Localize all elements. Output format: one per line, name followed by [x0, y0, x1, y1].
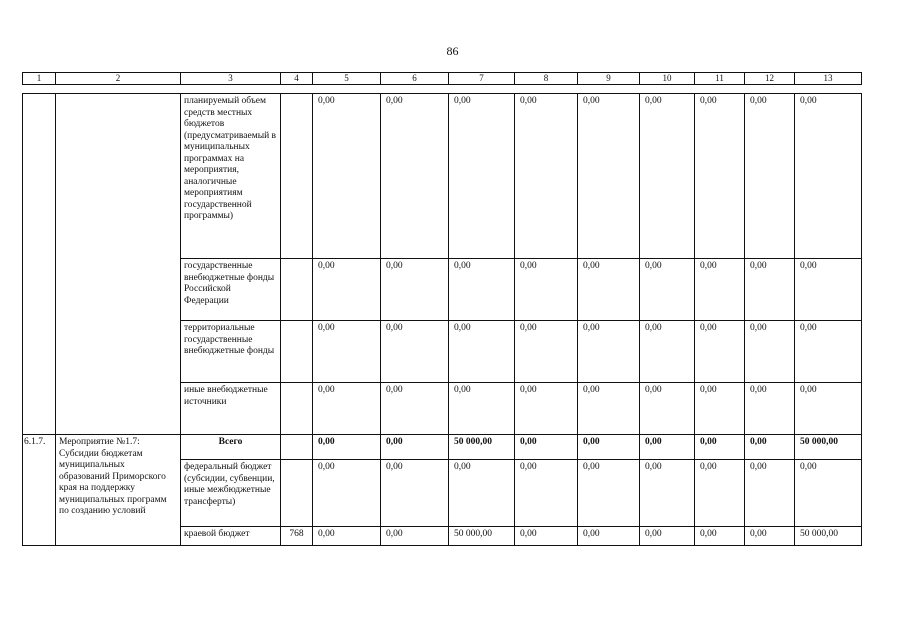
value-cell: 0,00 [795, 259, 862, 321]
empty-id-cell [23, 94, 56, 435]
column-number-header [22, 72, 862, 85]
funding-source: планируемый объем средств местных бюджетов (предусматриваемый в муниципальных программах на мероприятия, аналогичные мероприятиям государственной программы) [181, 94, 281, 259]
value-cell: 50 000,00 [449, 527, 515, 546]
value-cell: 0,00 [515, 460, 578, 527]
table-row [23, 94, 862, 259]
funding-source: федеральный бюджет (субсидии, субвенции, иные межбюджетные трансферты) [181, 460, 281, 527]
column-number: 2 [56, 73, 181, 85]
value-cell: 0,00 [745, 527, 795, 546]
value-cell: 0,00 [515, 435, 578, 460]
funding-source: иные внебюджетные источники [181, 383, 281, 435]
empty-name-cell [56, 94, 181, 435]
funding-source: краевой бюджет [181, 527, 281, 546]
column-number: 10 [640, 73, 695, 85]
value-cell: 0,00 [449, 94, 515, 259]
value-cell: 0,00 [578, 94, 640, 259]
page-number: 86 [446, 44, 459, 58]
value-cell: 0,00 [515, 94, 578, 259]
value-cell: 0,00 [640, 259, 695, 321]
value-cell: 0,00 [313, 527, 381, 546]
value-cell: 0,00 [795, 94, 862, 259]
activity-id: 6.1.7. [23, 435, 56, 546]
value-cell: 0,00 [695, 527, 745, 546]
budget-table [22, 93, 862, 546]
value-cell: 0,00 [381, 460, 449, 527]
funding-source-total: Всего [181, 435, 281, 460]
value-cell: 0,00 [695, 435, 745, 460]
value-cell: 0,00 [381, 527, 449, 546]
code-cell [281, 383, 313, 435]
value-cell: 0,00 [313, 460, 381, 527]
value-cell: 0,00 [449, 321, 515, 383]
value-cell: 0,00 [381, 383, 449, 435]
column-number: 12 [745, 73, 795, 85]
column-number: 6 [381, 73, 449, 85]
value-cell: 0,00 [745, 321, 795, 383]
column-number: 1 [23, 73, 56, 85]
activity-name: Мероприятие №1.7: Субсидии бюджетам муниципальных образований Приморского края на поддержку муниципальных программ по созданию условий [56, 435, 181, 546]
value-cell: 0,00 [745, 383, 795, 435]
code-cell [281, 259, 313, 321]
value-cell: 0,00 [795, 321, 862, 383]
value-cell: 0,00 [745, 94, 795, 259]
value-cell: 0,00 [381, 321, 449, 383]
value-cell: 0,00 [578, 435, 640, 460]
column-number: 11 [695, 73, 745, 85]
value-cell: 0,00 [640, 527, 695, 546]
value-cell: 0,00 [381, 94, 449, 259]
value-cell: 0,00 [515, 383, 578, 435]
value-cell: 0,00 [695, 259, 745, 321]
value-cell: 0,00 [745, 259, 795, 321]
column-number: 5 [313, 73, 381, 85]
code-cell: 768 [281, 527, 313, 546]
code-cell [281, 435, 313, 460]
value-cell: 0,00 [515, 321, 578, 383]
value-cell: 0,00 [313, 321, 381, 383]
value-cell: 0,00 [578, 460, 640, 527]
value-cell: 0,00 [313, 259, 381, 321]
column-number: 4 [281, 73, 313, 85]
code-cell [281, 321, 313, 383]
value-cell: 0,00 [449, 383, 515, 435]
value-cell: 0,00 [449, 259, 515, 321]
column-number: 9 [578, 73, 640, 85]
column-number: 3 [181, 73, 281, 85]
value-cell: 0,00 [578, 321, 640, 383]
value-cell: 0,00 [695, 383, 745, 435]
value-cell: 0,00 [795, 460, 862, 527]
value-cell: 0,00 [695, 321, 745, 383]
value-cell: 0,00 [578, 383, 640, 435]
code-cell [281, 460, 313, 527]
value-cell: 0,00 [640, 94, 695, 259]
value-cell: 0,00 [313, 435, 381, 460]
funding-source: государственные внебюджетные фонды Российской Федерации [181, 259, 281, 321]
value-cell: 50 000,00 [795, 435, 862, 460]
funding-source: территориальные государственные внебюджетные фонды [181, 321, 281, 383]
value-cell: 0,00 [381, 259, 449, 321]
value-cell: 50 000,00 [795, 527, 862, 546]
value-cell: 0,00 [745, 460, 795, 527]
value-cell: 0,00 [640, 321, 695, 383]
value-cell: 50 000,00 [449, 435, 515, 460]
value-cell: 0,00 [640, 383, 695, 435]
value-cell: 0,00 [640, 460, 695, 527]
value-cell: 0,00 [515, 259, 578, 321]
value-cell: 0,00 [381, 435, 449, 460]
value-cell: 0,00 [745, 435, 795, 460]
value-cell: 0,00 [578, 527, 640, 546]
value-cell: 0,00 [449, 460, 515, 527]
value-cell: 0,00 [313, 383, 381, 435]
column-number: 7 [449, 73, 515, 85]
value-cell: 0,00 [515, 527, 578, 546]
code-cell [281, 94, 313, 259]
value-cell: 0,00 [640, 435, 695, 460]
value-cell: 0,00 [578, 259, 640, 321]
value-cell: 0,00 [695, 460, 745, 527]
column-number-row [23, 73, 862, 85]
value-cell: 0,00 [795, 383, 862, 435]
value-cell: 0,00 [695, 94, 745, 259]
value-cell: 0,00 [313, 94, 381, 259]
table-row-total [23, 435, 862, 460]
column-number: 8 [515, 73, 578, 85]
column-number: 13 [795, 73, 862, 85]
